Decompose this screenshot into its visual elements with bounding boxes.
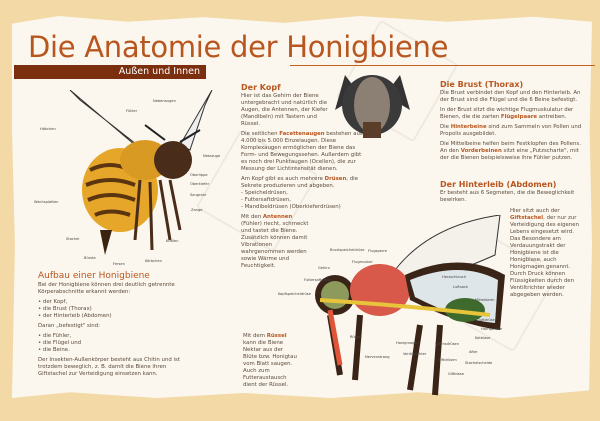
- label: Brustspeicheldrüse: [330, 248, 365, 252]
- text: Die: [440, 124, 451, 130]
- text: sitzt eine „Putzscharte", mit der die Bienen beispielsweise ihre Fühler putzen.: [440, 148, 579, 161]
- highlight: Rüssel: [266, 333, 287, 339]
- list: [38, 299, 188, 320]
- label: Nebenaugen: [153, 99, 176, 103]
- list-item: - Mandibeldrüsen (Oberkieferdrüsen): [241, 204, 341, 210]
- paragraph: Der Insekten-Außenkörper besteht aus Chitin und ist trotzdem beweglich, z. B. damit die Biene ihren Giftstachel zur Verteidigung einsetzen kann.: [38, 357, 180, 377]
- text: In der Brust sitzt die wichtige Flugmuskulatur der Bienen, die die zarten: [440, 107, 574, 120]
- paragraph: [241, 214, 309, 270]
- text: antreiben.: [537, 114, 567, 120]
- highlight: Flügelpaare: [500, 114, 538, 120]
- label: Zange: [191, 208, 203, 212]
- paragraph: [440, 141, 585, 162]
- label: Kopfspeicheldrüse: [278, 292, 311, 296]
- paragraph: Bei der Honigbiene können drei deutlich getrennte Körperabschnitte erkannt werden:: [38, 282, 175, 295]
- label: Duftdrüse: [477, 318, 495, 322]
- paragraph: [510, 208, 580, 299]
- paragraph: [243, 333, 298, 389]
- paragraph: [241, 176, 366, 211]
- highlight: Hinterbeine: [450, 124, 487, 130]
- list-item: • die Brust (Thorax): [38, 306, 92, 312]
- label: Wachsplatten: [34, 200, 59, 204]
- label: Mitteldarm: [475, 298, 495, 302]
- section-aufbau: [38, 271, 188, 381]
- label: Körbchen: [145, 259, 162, 263]
- paragraph: Er besteht aus 6 Segmeten, die die Beweglichkeit bewirken.: [440, 190, 575, 203]
- label: Oberkiefer: [190, 182, 210, 186]
- label: Krallen: [166, 239, 179, 243]
- label: Flugsperre: [368, 249, 388, 253]
- label: Harngefäße: [481, 327, 503, 331]
- list-item: • die Fühler,: [38, 333, 72, 339]
- label: Nervenstrang: [365, 355, 390, 359]
- list-item: - Futtersaftdrüsen,: [241, 197, 291, 203]
- page-title: Die Anatomie der Honigbiene: [28, 30, 449, 64]
- text: (Fühler) riecht, schmeckt und tastet die Biene. Zusätzlich können damit Vibrationen wahrgenommen werden sowie Wärme und Feuchtigkeit.: [241, 221, 309, 269]
- text: Hier sitzt auch der: [510, 208, 560, 214]
- label: Saugrohr: [190, 193, 207, 197]
- section-heading: Aufbau einer Honigbiene: [38, 271, 150, 281]
- highlight: Giftstachel: [510, 215, 544, 221]
- label: Giftblase: [448, 372, 464, 376]
- label: Futtersaftdrüse: [304, 278, 332, 282]
- label: Oberlippe: [190, 173, 208, 177]
- outer-bee-illustration: [40, 90, 220, 270]
- label: Bürste: [84, 256, 96, 260]
- text: , die Sekrete produzieren und abgeben.: [241, 176, 358, 189]
- text: bestehen aus 4.000 bis 5.000 Einzelaugen. Diese Komplexaugen ermöglichen der Biene das Form- und Bewegungssehen. Außerdem gibt es noch drei Punktaugen (Ocellen), die zur Messung der Lichtintensität dienen.: [241, 131, 363, 172]
- section-brust: [440, 80, 585, 165]
- section-heading: Der Kopf: [241, 83, 281, 92]
- paragraph: [241, 131, 366, 173]
- text: Mit den: [241, 214, 263, 220]
- subtitle-bar: Außen und Innen: [14, 65, 206, 79]
- label: Luftsack: [453, 285, 468, 289]
- label: Rüssel: [350, 335, 362, 339]
- paragraph: Daran „befestigt" sind:: [38, 323, 100, 329]
- label: Stachelscheide: [465, 361, 493, 365]
- list: [38, 333, 188, 354]
- text: Die Mittelbeine helfen beim Festklopfen des Pollens. An den: [440, 141, 581, 154]
- text: Am Kopf gibt es auch mehrere: [241, 176, 325, 182]
- paragraph: Hier ist das Gehirn der Biene untergebracht und natürlich die Augen, die Antennen, der Kiefer (Mandibeln) mit Tastern und Rüssel.: [241, 93, 328, 127]
- text: Mit dem: [243, 333, 267, 339]
- label: Giftdrüsen: [438, 358, 457, 362]
- section-heading: Die Brust (Thorax): [440, 80, 524, 89]
- section-kopf: [241, 83, 366, 273]
- list-item: • der Kopf,: [38, 299, 68, 305]
- label: After: [469, 350, 478, 354]
- label: Netzauge: [203, 154, 221, 158]
- section-hinterleib: [440, 180, 585, 302]
- highlight: Facettenaugen: [279, 131, 325, 137]
- paragraph: [440, 124, 585, 138]
- section-ruessel: [243, 333, 298, 392]
- list-item: • die Beine.: [38, 347, 70, 353]
- highlight: Antennen: [262, 214, 293, 220]
- paragraph: [440, 107, 585, 121]
- label: Ventiltrichter: [403, 352, 427, 356]
- text: kann die Biene Nektar aus der Blüte bzw. Honigtau vom Blatt saugen. Auch zum Futteraustausch dient der Rüssel.: [243, 340, 297, 388]
- label: Kotblase: [475, 336, 491, 340]
- label: Stachel: [66, 237, 80, 241]
- text: Die seitlichen: [241, 131, 280, 137]
- label: Wachsdrüsen: [435, 342, 460, 346]
- text: sind zum Sammeln von Pollen und Propolis ausgebildet.: [440, 124, 582, 137]
- section-heading: Der Hinterleib (Abdomen): [440, 180, 557, 189]
- highlight: Drüsen: [324, 176, 347, 182]
- label: Honigmagen: [396, 341, 419, 345]
- text: , der nur zur Verteidigung des eigenen Lebens eingesetzt wird. Das Besondere am Verdauungstrakt der Honigbiene ist die Honigblase, auch Honigmagen genannt. Durch Druck können Flüssigkeiten durch den Ventiltrichter wieder abgegeben werden.: [510, 215, 580, 298]
- label: Fersen: [113, 262, 125, 266]
- label: Gehirn: [318, 266, 330, 270]
- list-item: • die Flügel und: [38, 340, 82, 346]
- highlight: Vorderbeinen: [460, 148, 502, 154]
- list-item: - Speicheldrüsen,: [241, 190, 288, 196]
- label: Häkchen: [40, 127, 56, 131]
- title-rule: [290, 65, 595, 66]
- list-item: • der Hinterleib (Abdomen): [38, 313, 112, 319]
- paragraph: Die Brust verbindet den Kopf und den Hinterleib. An der Brust sind die Flügel und die 6 Beine befestigt.: [440, 90, 581, 103]
- label: Fühler: [126, 109, 138, 113]
- label: Herzschlauch: [442, 275, 467, 279]
- label: Flugmuskel: [352, 260, 373, 264]
